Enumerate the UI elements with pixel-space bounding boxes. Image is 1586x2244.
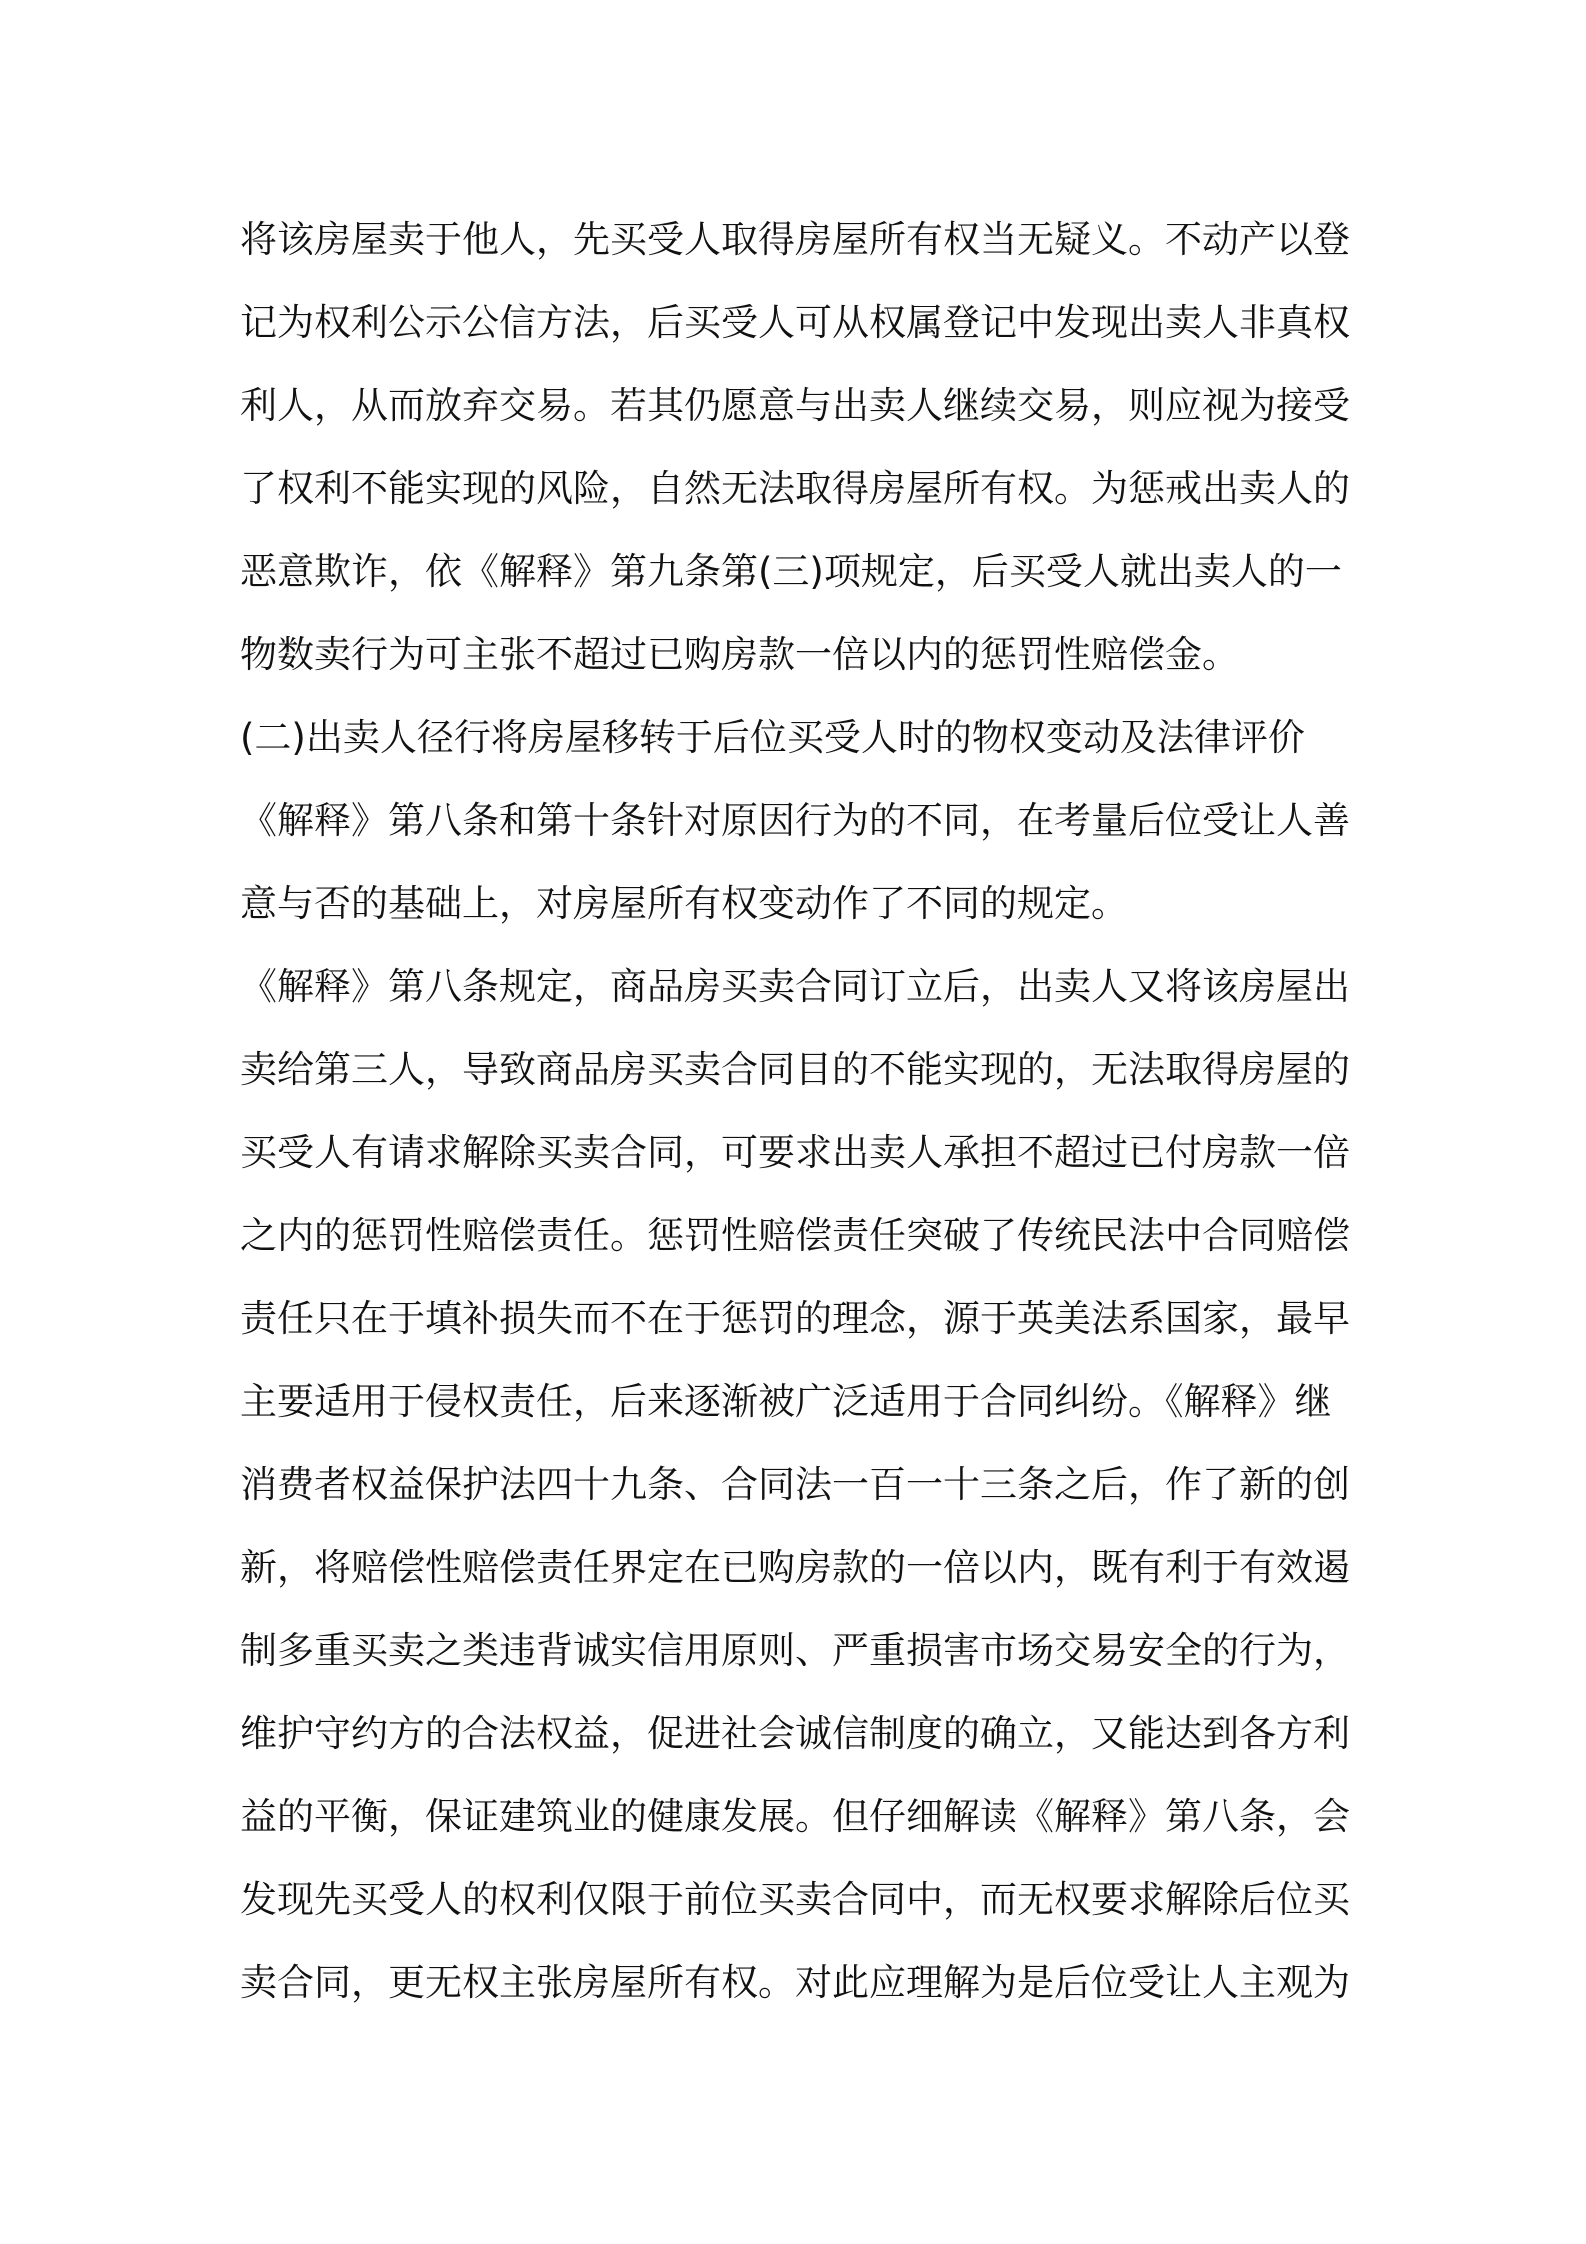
text-line: 维护守约方的合法权益，促进社会诚信制度的确立，又能达到各方利 <box>240 1712 1350 1755</box>
text-line: 卖合同，更无权主张房屋所有权。对此应理解为是后位受让人主观为 <box>240 1961 1350 2004</box>
text-line: 记为权利公示公信方法，后买受人可从权属登记中发现出卖人非真权 <box>240 301 1350 344</box>
text-line: 《解释》第八条规定，商品房买卖合同订立后，出卖人又将该房屋出 <box>240 965 1350 1008</box>
text-line: 责任只在于填补损失而不在于惩罚的理念，源于英美法系国家，最早 <box>240 1297 1350 1340</box>
text-line: 物数卖行为可主张不超过已购房款一倍以内的惩罚性赔偿金。 <box>240 633 1239 676</box>
text-line: 益的平衡，保证建筑业的健康发展。但仔细解读《解释》第八条，会 <box>240 1795 1350 1838</box>
text-line: 发现先买受人的权利仅限于前位买卖合同中，而无权要求解除后位买 <box>240 1878 1350 1921</box>
text-line: 新，将赔偿性赔偿责任界定在已购房款的一倍以内，既有利于有效遏 <box>240 1546 1350 1589</box>
text-line: 《解释》第八条和第十条针对原因行为的不同，在考量后位受让人善 <box>240 799 1350 842</box>
text-line: 将该房屋卖于他人，先买受人取得房屋所有权当无疑义。不动产以登 <box>240 218 1350 261</box>
section-heading: (二)出卖人径行将房屋移转于后位买受人时的物权变动及法律评价 <box>240 716 1305 759</box>
text-line: 利人，从而放弃交易。若其仍愿意与出卖人继续交易，则应视为接受 <box>240 384 1350 427</box>
text-line: 之内的惩罚性赔偿责任。惩罚性赔偿责任突破了传统民法中合同赔偿 <box>240 1214 1350 1257</box>
text-line: 卖给第三人，导致商品房买卖合同目的不能实现的，无法取得房屋的 <box>240 1048 1350 1091</box>
text-line: 恶意欺诈，依《解释》第九条第(三)项规定，后买受人就出卖人的一 <box>240 550 1342 593</box>
text-line: 制多重买卖之类违背诚实信用原则、严重损害市场交易安全的行为， <box>240 1629 1350 1672</box>
text-line: 主要适用于侵权责任，后来逐渐被广泛适用于合同纠纷。《解释》继 <box>240 1380 1332 1423</box>
text-line: 消费者权益保护法四十九条、合同法一百一十三条之后，作了新的创 <box>240 1463 1350 1506</box>
text-line: 买受人有请求解除买卖合同，可要求出卖人承担不超过已付房款一倍 <box>240 1131 1350 1174</box>
document-body <box>240 198 1360 2024</box>
text-line: 了权利不能实现的风险，自然无法取得房屋所有权。为惩戒出卖人的 <box>240 467 1350 510</box>
text-line: 意与否的基础上，对房屋所有权变动作了不同的规定。 <box>240 882 1128 925</box>
